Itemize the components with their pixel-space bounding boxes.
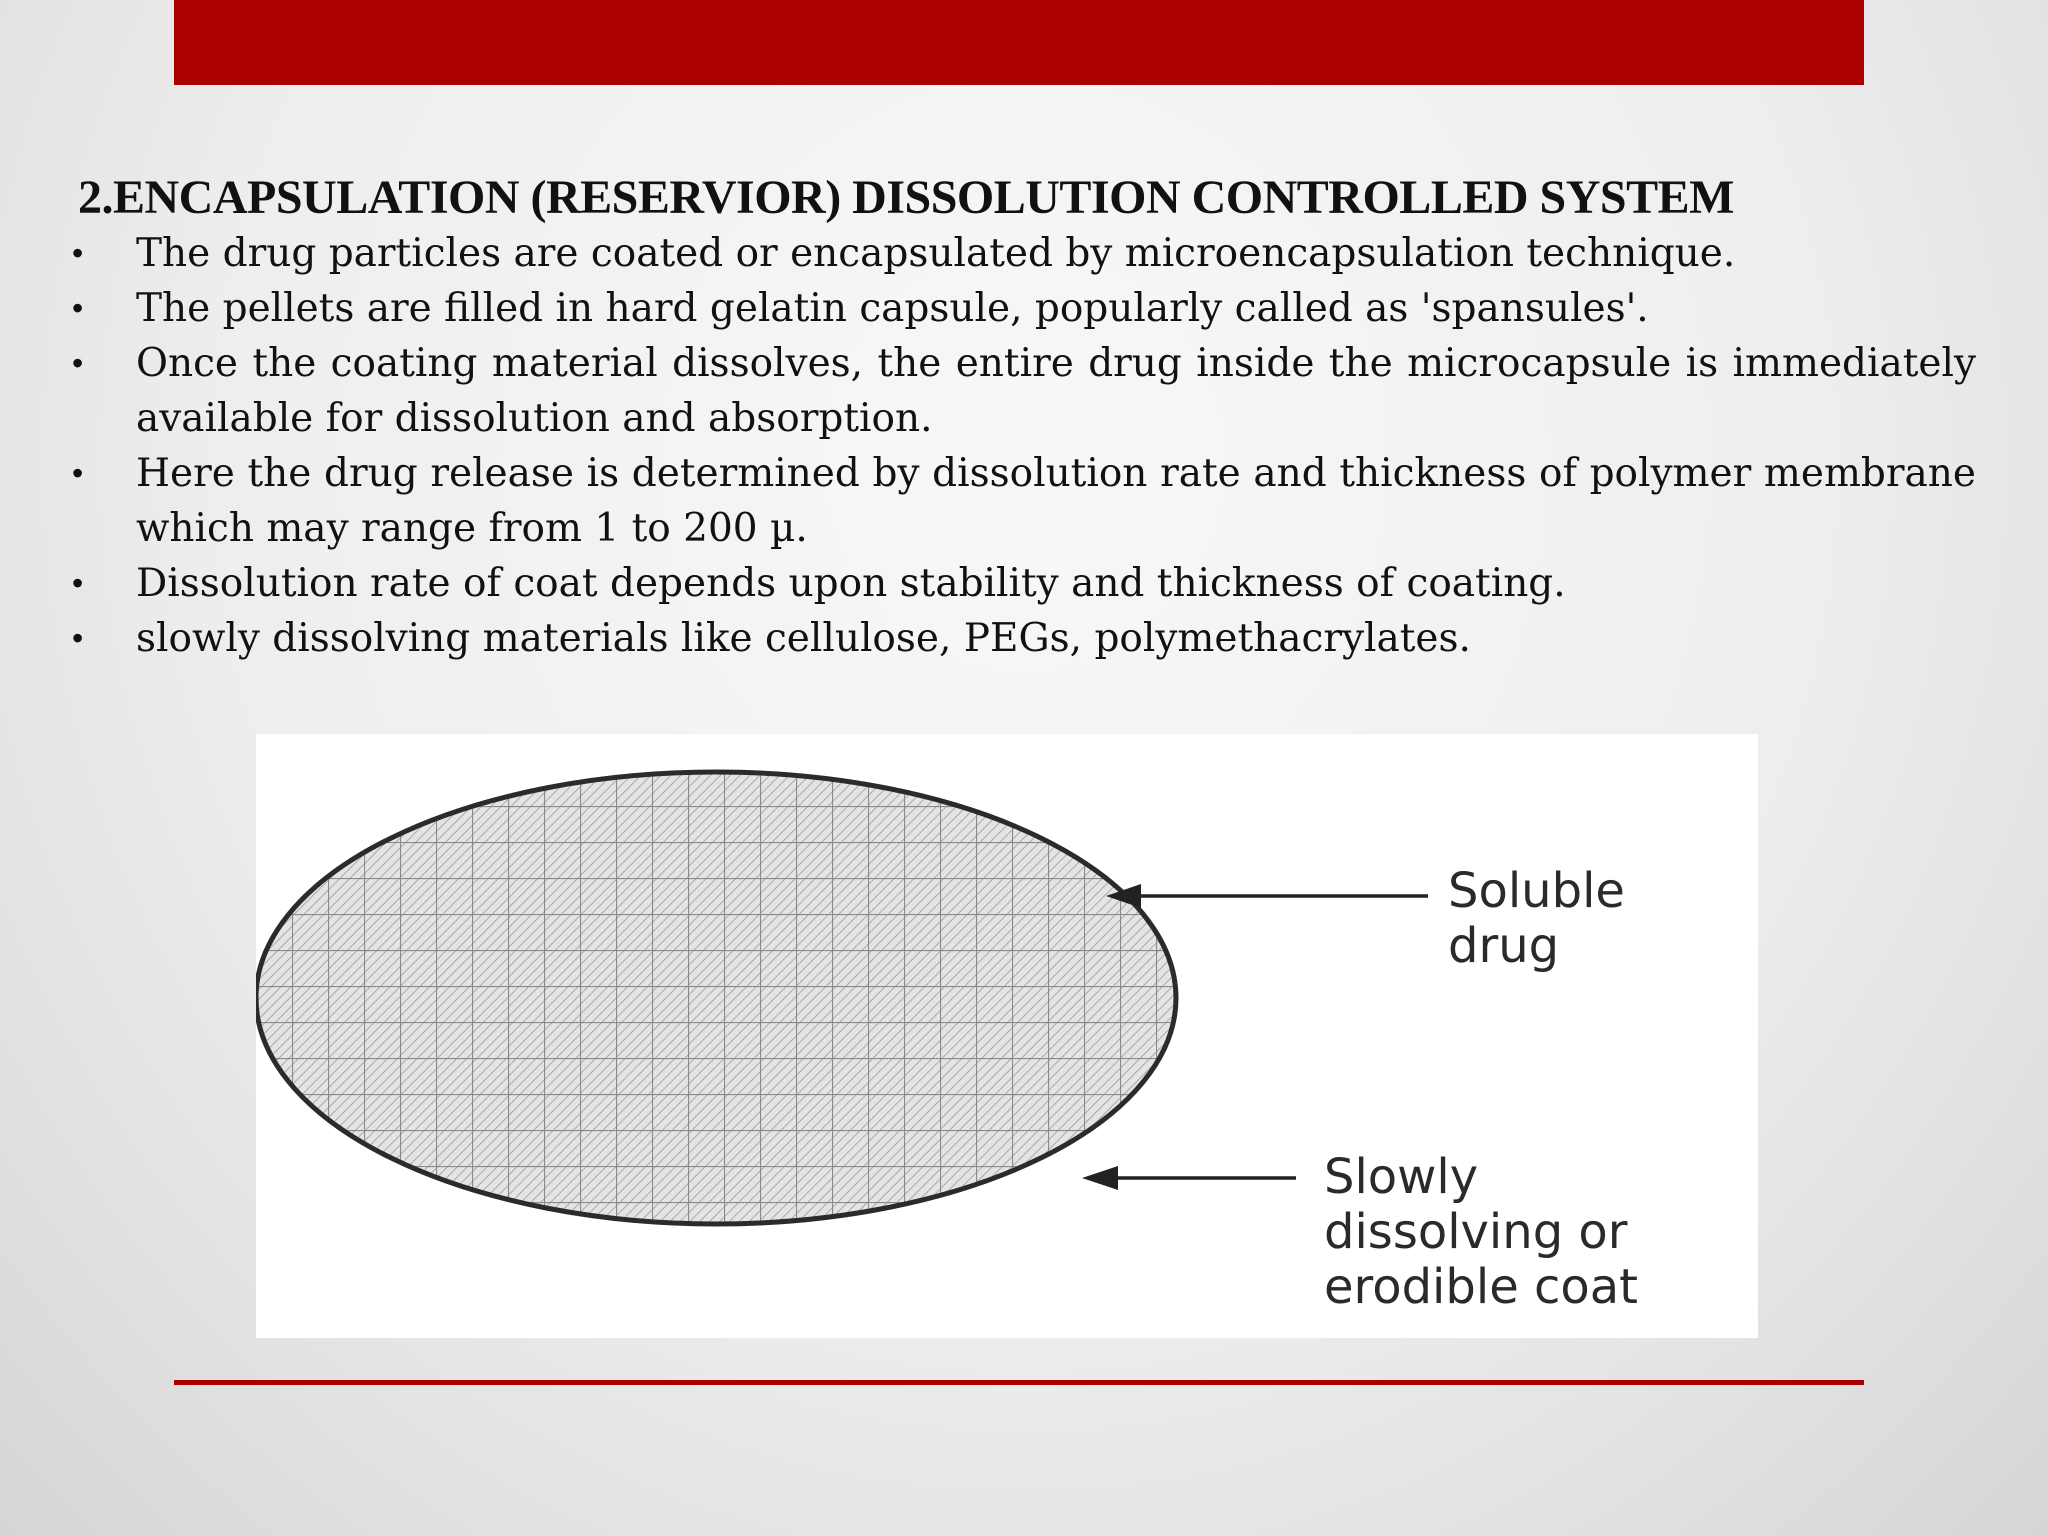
slide-title: 2.ENCAPSULATION (RESERVIOR) DISSOLUTION CONTROLLED SYSTEM: [78, 171, 1734, 224]
bullet-text: Here the drug release is determined by dissolution rate and thickness of polymer membrane which may range from 1 to 200 µ.: [136, 451, 1976, 551]
label-erodible-coat-line: Slowly: [1324, 1149, 1479, 1205]
bullet-item: [72, 226, 1976, 281]
label-soluble-drug: [1448, 864, 1625, 974]
label-soluble-drug-line: Soluble: [1448, 863, 1625, 919]
bullet-item: [72, 446, 1976, 556]
top-accent-bar: [174, 0, 1864, 85]
bullet-item: [72, 611, 1976, 666]
bullet-item: [72, 556, 1976, 611]
bullet-text: slowly dissolving materials like cellulose, PEGs, polymethacrylates.: [136, 616, 1471, 661]
bullet-text: The pellets are filled in hard gelatin capsule, popularly called as 'spansules'.: [136, 286, 1649, 331]
bullet-icon: •: [72, 345, 84, 381]
label-erodible-coat-line: erodible coat: [1324, 1259, 1638, 1315]
bullet-icon: •: [72, 565, 84, 601]
reservoir-diagram: [256, 734, 1758, 1338]
drug-core-pattern: [256, 734, 1196, 1254]
bullet-icon: •: [72, 620, 84, 656]
label-erodible-coat-line: dissolving or: [1324, 1204, 1628, 1260]
bottom-accent-rule: [174, 1380, 1864, 1385]
bullet-text: The drug particles are coated or encapsulated by microencapsulation technique.: [136, 231, 1736, 276]
label-soluble-drug-line: drug: [1448, 918, 1560, 974]
bullet-item: [72, 336, 1976, 446]
bullet-icon: •: [72, 455, 84, 491]
arrow-erodible-coat: [1082, 1166, 1296, 1190]
bullet-list: [72, 226, 1976, 666]
bullet-icon: •: [72, 235, 84, 271]
bullet-icon: •: [72, 290, 84, 326]
bullet-text: Once the coating material dissolves, the entire drug inside the microcapsule is immediately available for dissolution and absorption.: [136, 341, 1976, 441]
arrow-soluble-drug: [1106, 884, 1428, 908]
bullet-item: [72, 281, 1976, 336]
bullet-text: Dissolution rate of coat depends upon stability and thickness of coating.: [136, 561, 1566, 606]
label-erodible-coat: [1324, 1150, 1638, 1315]
